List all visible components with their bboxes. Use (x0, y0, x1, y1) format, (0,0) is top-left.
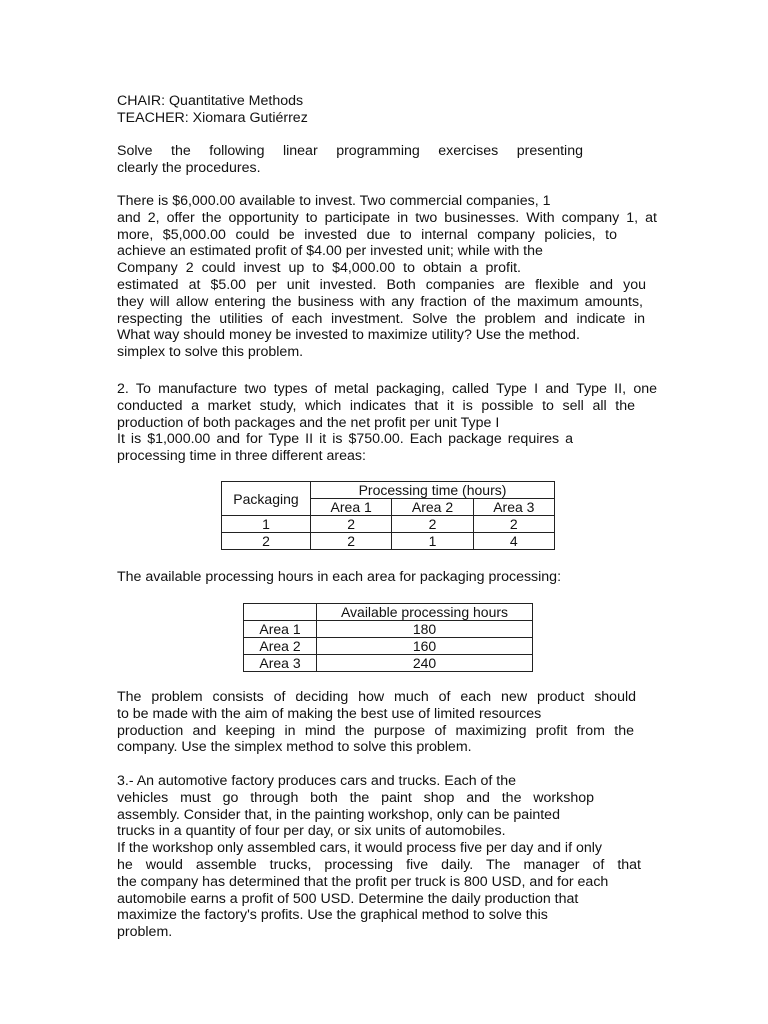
text-line: and 2, offer the opportunity to participate in two businesses. With company 1, at (117, 209, 657, 226)
text-line: production and keeping in mind the purpose of maximizing profit from the (117, 722, 634, 739)
intro-paragraph (117, 143, 583, 177)
text-line: The available processing hours in each area for packaging processing: (117, 569, 562, 585)
text-line: respecting the utilities of each investment. Solve the problem and indicate in (117, 310, 645, 327)
text-line: they will allow entering the business with any fraction of the maximum amounts, (117, 293, 643, 310)
text-line: assembly. Consider that, in the painting workshop, only can be painted (117, 806, 560, 823)
text-line: 2. To manufacture two types of metal packaging, called Type I and Type II, one (117, 381, 657, 397)
table-row (244, 655, 533, 672)
text-line: vehicles must go through both the paint shop and the workshop (117, 789, 594, 806)
text-line: If the workshop only assembled cars, it would process five per day and if only (117, 840, 602, 857)
text-line: to be made with the aim of making the best use of limited resources (117, 705, 542, 722)
problem-3-paragraph (117, 773, 657, 941)
text-line: The problem consists of deciding how much of each new product should (117, 689, 636, 705)
area-header: Area 1 (311, 499, 392, 516)
corner-cell (244, 604, 317, 621)
text-line: Company 2 could invest up to $4,000.00 to obtain a profit. (117, 260, 521, 277)
table-row (244, 621, 533, 638)
text-line: simplex to solve this problem. (117, 344, 304, 361)
area-header: Area 2 (392, 499, 473, 516)
text-line: problem. (117, 924, 173, 941)
row-label: 1 (222, 516, 311, 533)
chair-line: CHAIR: Quantitative Methods (117, 93, 304, 109)
text-line: 3.- An automotive factory produces cars and trucks. Each of the (117, 773, 517, 789)
available-hours-table (243, 603, 533, 672)
table-cell: 2 (311, 533, 392, 550)
text-line: conducted a market study, which indicates that it is possible to sell all the (117, 397, 635, 414)
table-row (244, 638, 533, 655)
text-line: he would assemble trucks, processing five daily. The manager of that (117, 856, 641, 873)
text-line: company. Use the simplex method to solve this problem. (117, 739, 472, 756)
problem-1-paragraph (117, 193, 657, 361)
table-row (222, 533, 555, 550)
table-cell: 160 (317, 638, 533, 655)
table-cell: 2 (473, 516, 554, 533)
text-line: the company has determined that the profit per truck is 800 USD, and for each (117, 873, 609, 890)
table-cell: 1 (392, 533, 473, 550)
problem-2-continued-paragraph (117, 689, 657, 756)
table-2-intro (117, 569, 657, 586)
row-label: Area 2 (244, 638, 317, 655)
text-line: Solve the following linear programming exercises presenting (117, 143, 583, 159)
area-header: Area 3 (473, 499, 554, 516)
text-line: more, $5,000.00 could be invested due to internal company policies, to (117, 226, 617, 243)
row-label: 2 (222, 533, 311, 550)
row-label: Area 3 (244, 655, 317, 672)
text-line: It is $1,000.00 and for Type II it is $750.00. Each package requires a (117, 431, 573, 448)
processing-time-header: Processing time (hours) (311, 482, 555, 499)
text-line: estimated at $5.00 per unit invested. Both companies are flexible and you (117, 276, 646, 293)
text-line: clearly the procedures. (117, 159, 261, 176)
text-line: production of both packages and the net profit per unit Type I (117, 414, 500, 431)
problem-2-paragraph (117, 381, 657, 465)
text-line: processing time in three different areas: (117, 448, 366, 465)
text-line: maximize the factory's profits. Use the graphical method to solve this (117, 907, 548, 924)
row-label: Area 1 (244, 621, 317, 638)
packaging-header: Packaging (222, 482, 311, 516)
text-line: trucks in a quantity of four per day, or six units of automobiles. (117, 823, 506, 840)
text-line: There is $6,000.00 available to invest. Two commercial companies, 1 (117, 193, 551, 209)
available-hours-header: Available processing hours (317, 604, 533, 621)
text-line: automobile earns a profit of 500 USD. Determine the daily production that (117, 890, 579, 907)
table-cell: 240 (317, 655, 533, 672)
processing-time-table (221, 481, 555, 550)
text-line: What way should money be invested to maximize utility? Use the method. (117, 327, 580, 344)
table-cell: 2 (392, 516, 473, 533)
table-cell: 2 (311, 516, 392, 533)
teacher-line: TEACHER: Xiomara Gutiérrez (117, 109, 308, 126)
text-line: achieve an estimated profit of $4.00 per invested unit; while with the (117, 243, 543, 260)
header (117, 93, 657, 127)
table-cell: 180 (317, 621, 533, 638)
table-row (222, 516, 555, 533)
table-cell: 4 (473, 533, 554, 550)
